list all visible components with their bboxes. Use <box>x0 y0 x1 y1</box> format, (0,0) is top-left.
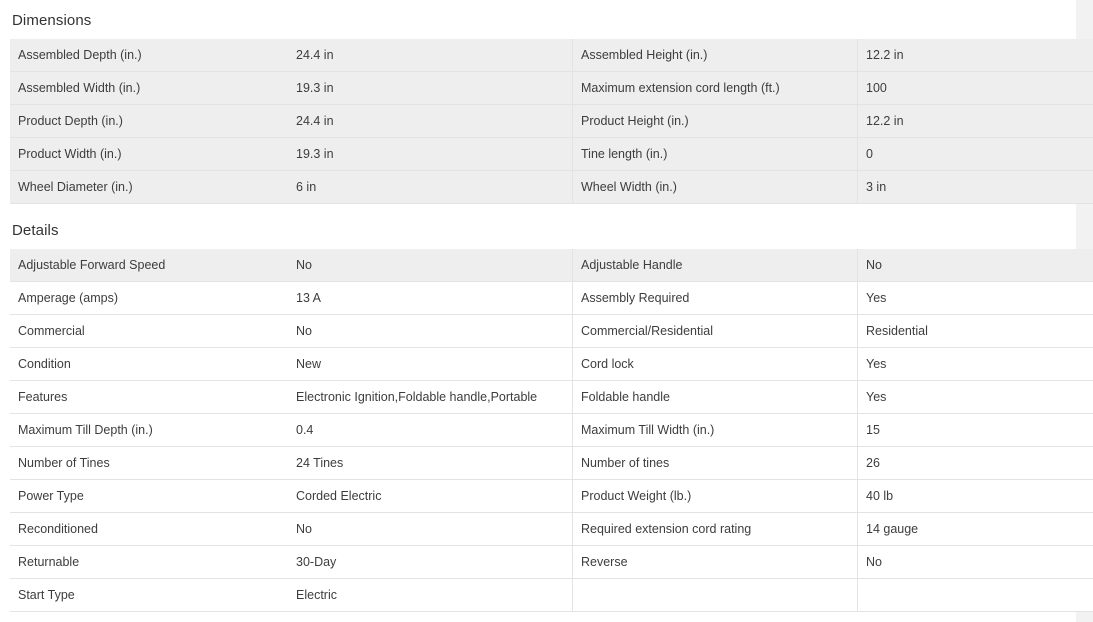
spec-value: New <box>288 348 573 381</box>
spec-label: Returnable <box>10 546 288 579</box>
spec-value: 40 lb <box>858 480 1093 513</box>
spec-value: Electronic Ignition,Foldable handle,Portable <box>288 381 573 414</box>
table-row <box>10 282 1093 315</box>
spec-label: Assembled Width (in.) <box>10 72 288 105</box>
spec-value: 24.4 in <box>288 39 573 72</box>
spec-value: 0 <box>858 138 1093 171</box>
spec-value: No <box>858 546 1093 579</box>
spec-label: Foldable handle <box>573 381 858 414</box>
table-row <box>10 315 1093 348</box>
spec-label: Product Width (in.) <box>10 138 288 171</box>
spec-label: Wheel Width (in.) <box>573 171 858 204</box>
table-row <box>10 348 1093 381</box>
spec-value: 12.2 in <box>858 39 1093 72</box>
spec-value: 24.4 in <box>288 105 573 138</box>
spec-value <box>858 579 1093 612</box>
spec-value: 12.2 in <box>858 105 1093 138</box>
spec-value: No <box>858 249 1093 282</box>
spec-value: Electric <box>288 579 573 612</box>
spec-value: Yes <box>858 381 1093 414</box>
table-row <box>10 105 1093 138</box>
spec-value: No <box>288 513 573 546</box>
table-row <box>10 414 1093 447</box>
table-row <box>10 171 1093 204</box>
spec-label: Assembled Height (in.) <box>573 39 858 72</box>
spec-label: Condition <box>10 348 288 381</box>
spec-value: Yes <box>858 282 1093 315</box>
spec-value: 26 <box>858 447 1093 480</box>
spec-label: Cord lock <box>573 348 858 381</box>
spec-value: 15 <box>858 414 1093 447</box>
spec-value: 30-Day <box>288 546 573 579</box>
spec-label: Features <box>10 381 288 414</box>
spec-value: No <box>288 315 573 348</box>
spec-label: Tine length (in.) <box>573 138 858 171</box>
table-row <box>10 513 1093 546</box>
spec-label: Assembled Depth (in.) <box>10 39 288 72</box>
spec-label: Required extension cord rating <box>573 513 858 546</box>
bottom-spacer <box>0 612 1076 622</box>
details-section <box>0 210 1076 612</box>
table-row <box>10 381 1093 414</box>
spec-value: 0.4 <box>288 414 573 447</box>
spec-value: 100 <box>858 72 1093 105</box>
spec-label: Reconditioned <box>10 513 288 546</box>
spec-label: Power Type <box>10 480 288 513</box>
spec-label: Reverse <box>573 546 858 579</box>
spec-label: Adjustable Handle <box>573 249 858 282</box>
spec-value: 24 Tines <box>288 447 573 480</box>
spec-value: Corded Electric <box>288 480 573 513</box>
table-row <box>10 72 1093 105</box>
spec-value: 14 gauge <box>858 513 1093 546</box>
spec-label: Number of tines <box>573 447 858 480</box>
dimensions-table <box>10 39 1093 204</box>
table-row <box>10 546 1093 579</box>
spec-label: Adjustable Forward Speed <box>10 249 288 282</box>
table-row <box>10 138 1093 171</box>
spec-label: Amperage (amps) <box>10 282 288 315</box>
spec-label: Product Weight (lb.) <box>573 480 858 513</box>
spec-label: Product Height (in.) <box>573 105 858 138</box>
spec-label: Number of Tines <box>10 447 288 480</box>
spec-value: Residential <box>858 315 1093 348</box>
spec-label: Commercial/Residential <box>573 315 858 348</box>
spec-label: Maximum extension cord length (ft.) <box>573 72 858 105</box>
spec-label: Assembly Required <box>573 282 858 315</box>
spec-value: No <box>288 249 573 282</box>
section-title-dimensions: Dimensions <box>0 0 1076 39</box>
spec-label: Maximum Till Width (in.) <box>573 414 858 447</box>
spec-value: 19.3 in <box>288 138 573 171</box>
spec-label: Maximum Till Depth (in.) <box>10 414 288 447</box>
table-row <box>10 249 1093 282</box>
spec-value: 13 A <box>288 282 573 315</box>
table-row <box>10 579 1093 612</box>
spec-label: Start Type <box>10 579 288 612</box>
details-table <box>10 249 1093 612</box>
spec-label: Product Depth (in.) <box>10 105 288 138</box>
spec-label: Commercial <box>10 315 288 348</box>
spec-label: Wheel Diameter (in.) <box>10 171 288 204</box>
table-row <box>10 39 1093 72</box>
table-row <box>10 447 1093 480</box>
spec-value: 6 in <box>288 171 573 204</box>
section-title-details: Details <box>0 210 1076 249</box>
spec-value: 19.3 in <box>288 72 573 105</box>
spec-value: Yes <box>858 348 1093 381</box>
dimensions-section <box>0 0 1076 204</box>
spec-value: 3 in <box>858 171 1093 204</box>
table-row <box>10 480 1093 513</box>
spec-label <box>573 579 858 612</box>
